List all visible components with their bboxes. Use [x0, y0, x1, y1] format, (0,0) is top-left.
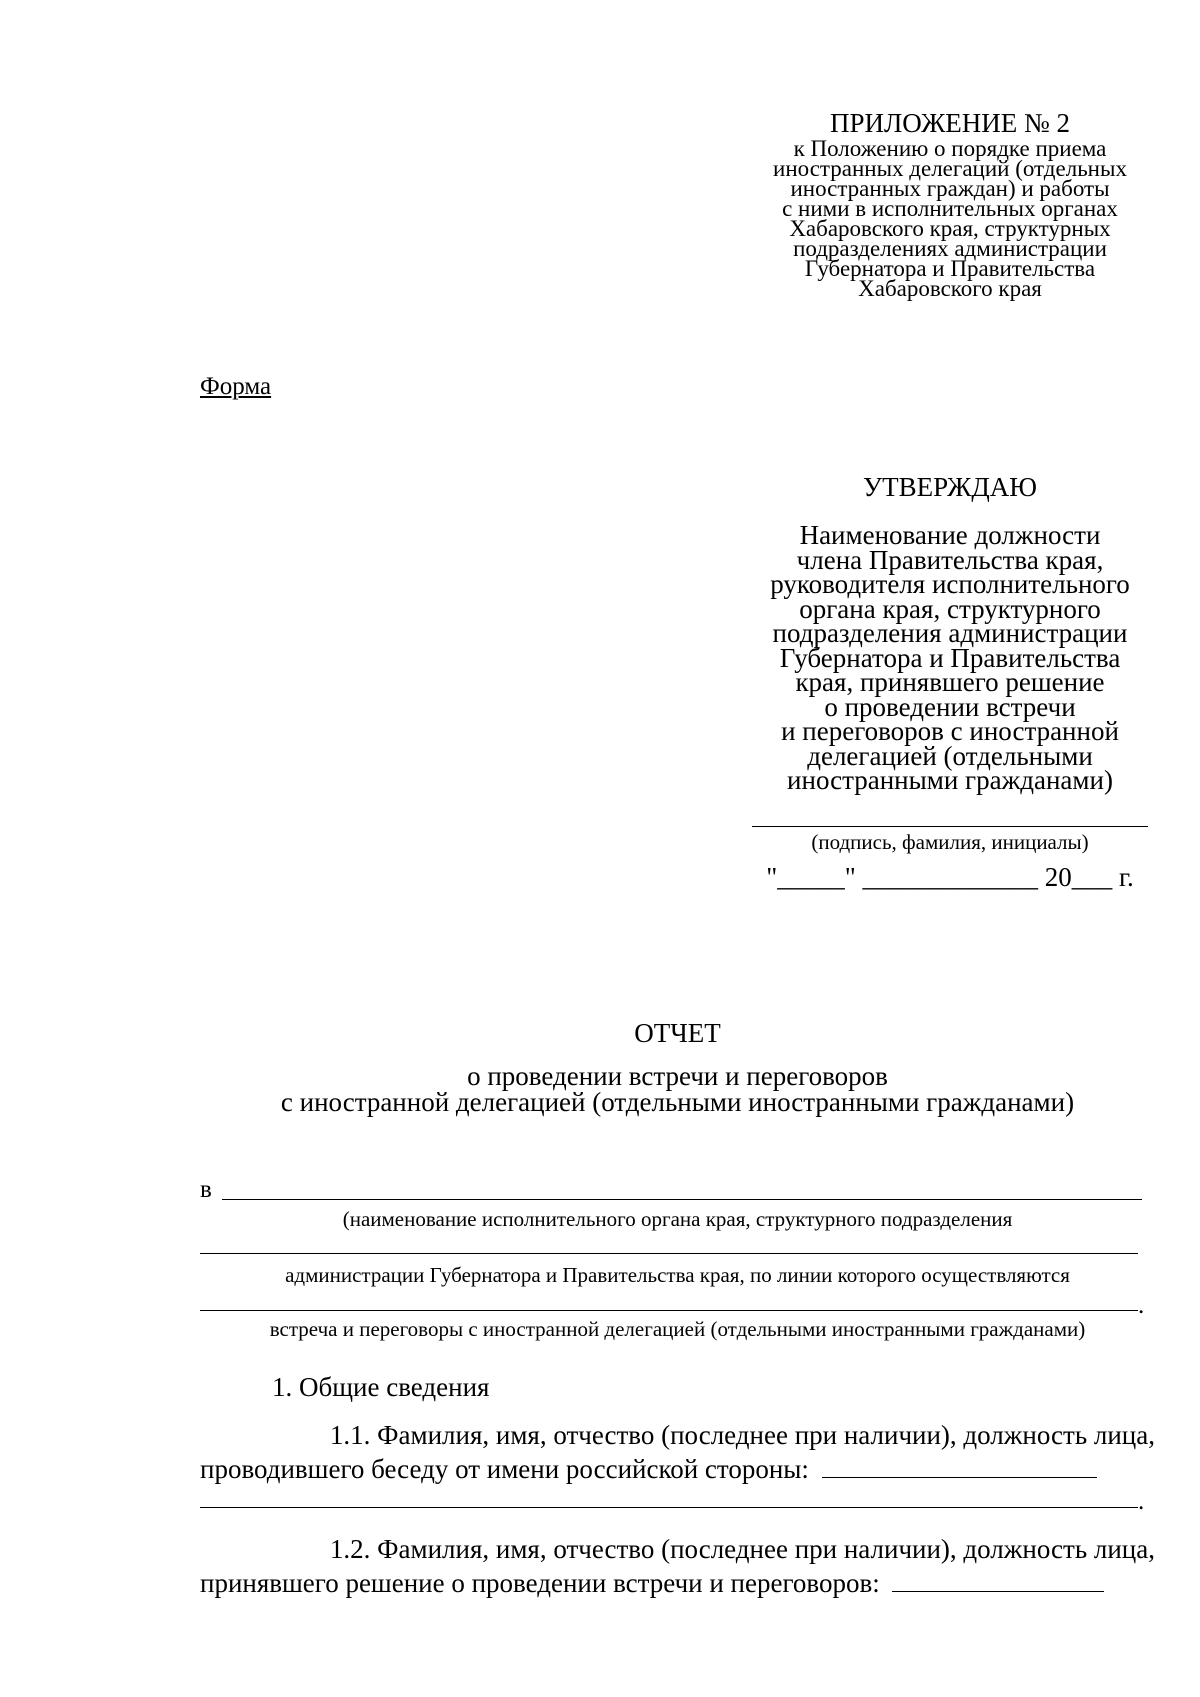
signature-caption: (подпись, фамилия, инициалы) [811, 830, 1089, 854]
appendix-line: Хабаровского края [858, 276, 1042, 301]
approval-block [740, 471, 1160, 793]
appendix-line: с ними в исполнительных органах [782, 196, 1118, 221]
approval-title: УТВЕРЖДАЮ [862, 472, 1038, 502]
approval-line: края, принявшего решение [795, 667, 1105, 697]
paragraph-1-2-line-1: 1.2. Фамилия, имя, отчество (последнее при наличии), должность лица, [329, 1534, 1155, 1564]
report-title: ОТЧЕТ [634, 1018, 721, 1048]
approval-line: члена Правительства края, [796, 544, 1104, 575]
approval-line: и переговоров с иностранной [781, 716, 1119, 746]
organization-fill-line-2[interactable] [200, 1253, 1138, 1254]
report-heading [200, 1017, 1155, 1115]
section-heading: 1. Общие сведения [272, 1372, 490, 1402]
approval-line: руководителя исполнительного [770, 569, 1130, 599]
paragraph-1-1-line-1: 1.1. Фамилия, имя, отчество (последнее при наличии), должность лица, [329, 1420, 1155, 1450]
approval-line: иностранными гражданами) [787, 765, 1113, 795]
form-label: Форма [200, 373, 272, 400]
line-end-dot: . [1138, 1292, 1145, 1319]
fill-caption: администрации Губернатора и Правительства края, по линии которого осуществляются [285, 1263, 1070, 1287]
fill-caption: (наименование исполнительного органа края, структурного подразделения [342, 1207, 1013, 1231]
paragraph-1-1-text: проводившего беседу от имени российской стороны: [200, 1454, 809, 1484]
speaker-fill-line-2[interactable] [200, 1507, 1138, 1508]
approval-line: делегацией (отдельными [807, 740, 1093, 771]
organization-fill-line-3[interactable] [200, 1310, 1138, 1311]
paragraph-1-1-line-2 [200, 1452, 1155, 1486]
approval-line: Губернатора и Правительства [779, 642, 1121, 673]
paragraph-1-2-line-2 [200, 1566, 1155, 1600]
decision-maker-fill-line[interactable] [892, 1569, 1104, 1592]
speaker-fill-line[interactable] [822, 1455, 1097, 1478]
appendix-line: иностранных граждан) и работы [790, 176, 1110, 201]
prefix-v: в [200, 1176, 212, 1203]
report-subtitle: с иностранной делегацией (отдельными иностранными гражданами) [280, 1087, 1075, 1117]
approval-date-line[interactable]: "_____" _____________ 20___ г. [766, 862, 1134, 892]
report-subtitle: о проведении встречи и переговоров [467, 1061, 888, 1091]
appendix-line: к Положению о порядке приема [793, 136, 1107, 161]
appendix-block [740, 107, 1160, 299]
approval-line: о проведении встречи [824, 691, 1076, 722]
organization-fill-row [200, 1176, 1155, 1204]
appendix-line: Губернатора и Правительства [804, 256, 1096, 281]
paragraph-1-2-text: принявшего решение о проведении встречи и переговоров: [200, 1568, 880, 1598]
approval-line: подразделения администрации [772, 618, 1128, 648]
line-end-dot: . [1138, 1488, 1145, 1515]
fill-caption: встреча и переговоры с иностранной делегацией (отдельными иностранными гражданами) [269, 1317, 1086, 1341]
approval-line: Наименование должности [799, 520, 1101, 550]
appendix-title: ПРИЛОЖЕНИЕ № 2 [829, 108, 1071, 138]
organization-fill-line[interactable] [222, 1199, 1142, 1200]
appendix-line: иностранных делегаций (отдельных [773, 156, 1127, 181]
signature-line[interactable] [752, 826, 1148, 827]
appendix-line: Хабаровского края, структурных [789, 216, 1111, 241]
approval-line: органа края, структурного [799, 593, 1101, 624]
appendix-line: подразделениях администрации [793, 236, 1107, 261]
